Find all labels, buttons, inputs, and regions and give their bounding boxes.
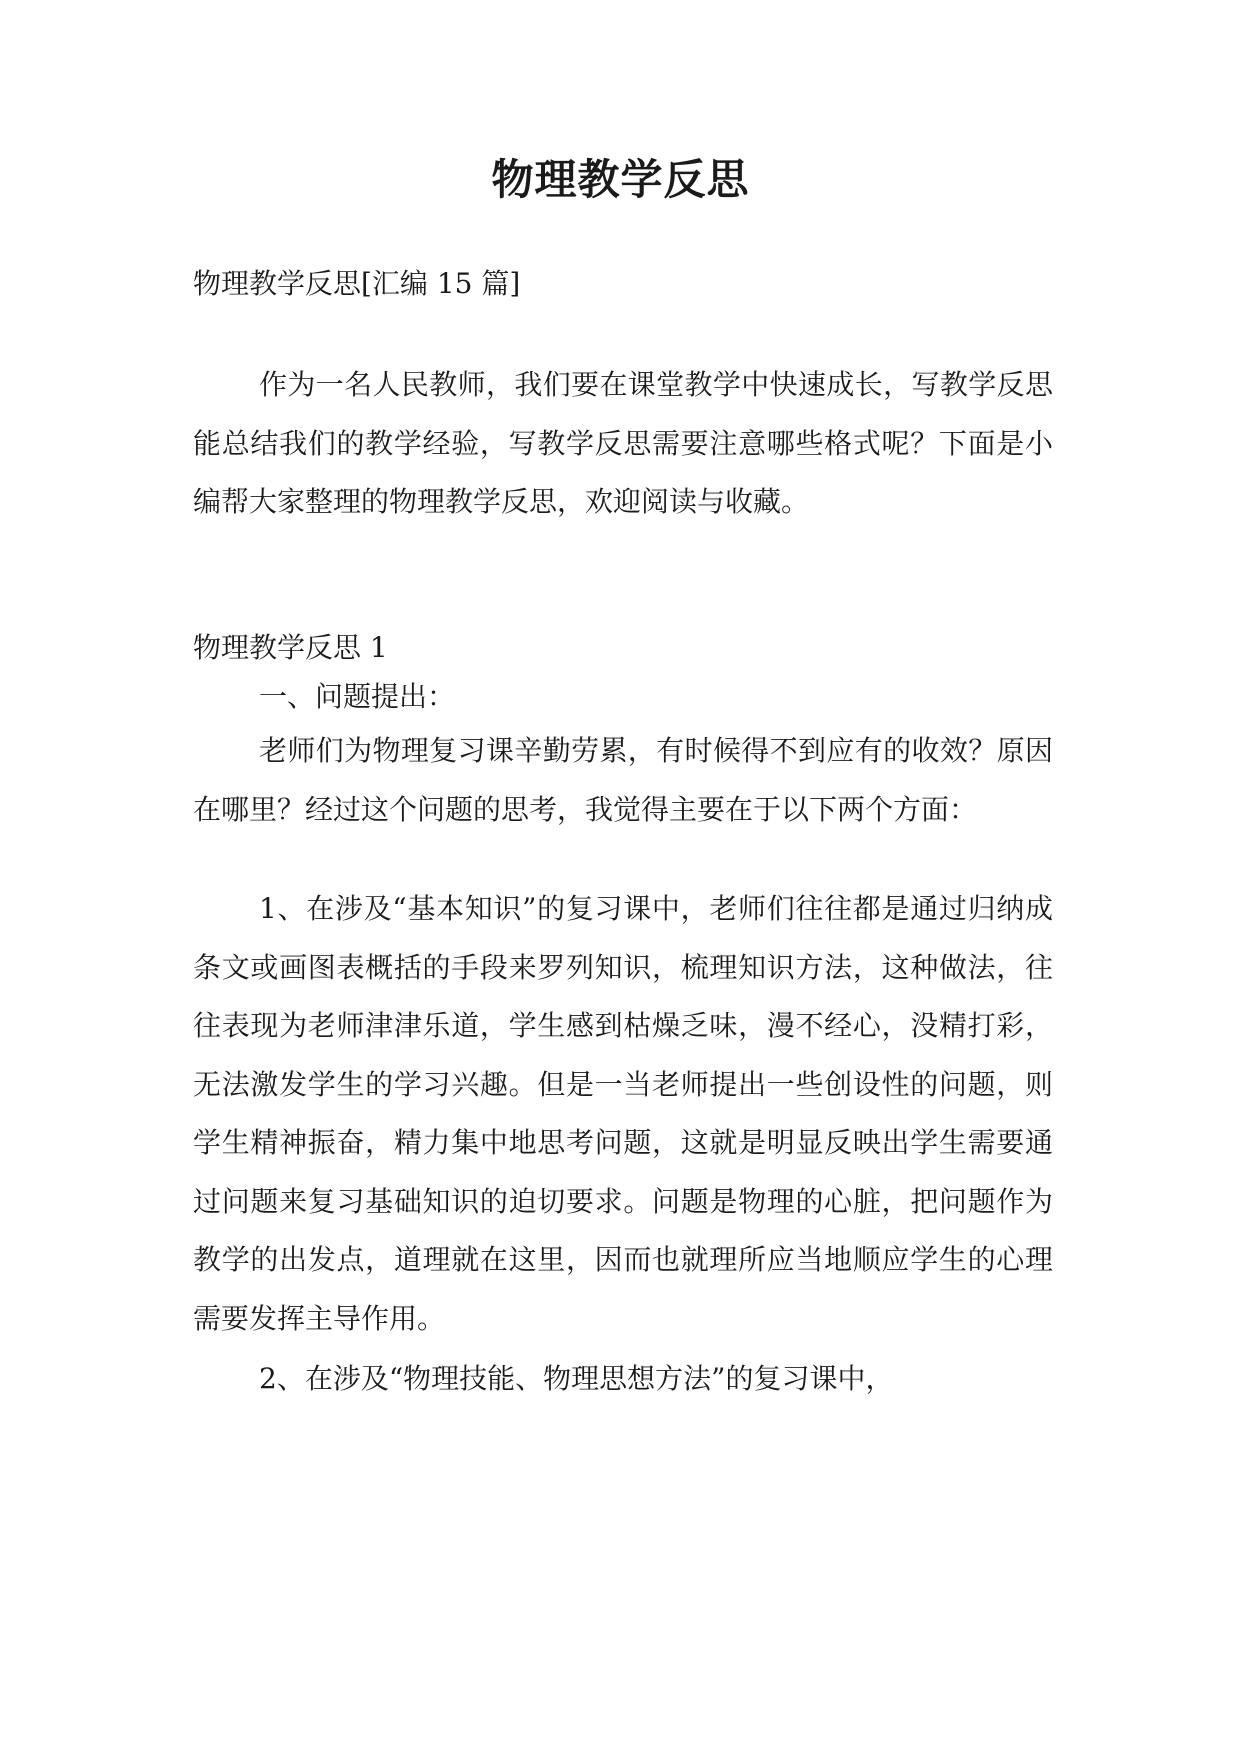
body-paragraph-point-1: 1、在涉及“基本知识”的复习课中，老师们往往都是通过归纳成条文或画图表概括的手段来罗列知识，梳理知识方法，这种做法，往往表现为老师津津乐道，学生感到枯燥乏味，漫不经心，没精打彩，无法激发学生的学习兴趣。但是一当老师提出一些创设性的问题，则学生精神振奋，精力集中地思考问题，这就是明显反映出学生需要通过问题来复习基础知识的迫切要求。问题是物理的心脏，把问题作为教学的出发点，道理就在这里，因而也就理所应当地顺应学生的心理需要发挥主导作用。 [193, 892, 1053, 1335]
section-heading: 物理教学反思 1 [193, 631, 388, 664]
document-title: 物理教学反思 [491, 155, 750, 204]
intro-paragraph: 作为一名人民教师，我们要在课堂教学中快速成长，写教学反思能总结我们的教学经验，写教学反思需要注意哪些格式呢？下面是小编帮大家整理的物理教学反思，欢迎阅读与收藏。 [193, 368, 1053, 518]
body-paragraph-teachers: 老师们为物理复习课辛勤劳累，有时候得不到应有的收效？原因在哪里？经过这个问题的思考，我觉得主要在于以下两个方面： [193, 734, 1053, 826]
problem-heading: 一、问题提出： [259, 680, 456, 713]
body-paragraph-point-2: 2、在涉及“物理技能、物理思想方法”的复习课中， [259, 1362, 894, 1395]
document-subtitle: 物理教学反思[汇编 15 篇] [193, 267, 521, 300]
